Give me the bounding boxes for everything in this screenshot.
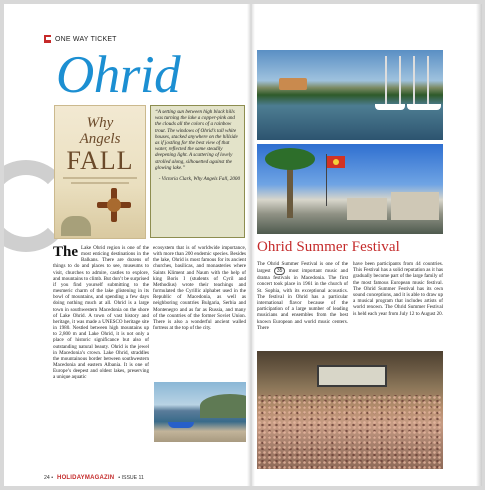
building-shape	[391, 192, 439, 220]
page-footer	[44, 475, 144, 481]
boat-shape	[407, 104, 441, 110]
festival-text-c2: most important music and drama festivals in Macedonia. The first concert took place in 1961 in the church of St. Sophia, with its exceptional acoustics. The festival in Ohrid has a particular international flavor because of the participation of a large number of leading musicians and ensembles from the best known European and world music centers. There	[257, 268, 348, 331]
article-column-a	[53, 245, 149, 380]
crowd-texture	[257, 395, 443, 469]
page-number-badge: 35	[274, 267, 286, 275]
article-text-a: Lake Ohrid region is one of the most enticing destinations in the Balkans. There are dozens of things to do and places to see, museums to visit, churches to admire, castles to explore, and mountains to climb. But don’t be surprised if you find yourself submitting to the mesmeric charm of the lake glistening in its bowl of mountains, and spending a few days doing nothing much at all. Ohrid is a large town in southwestern Macedonia on the shore of Lake Ohrid. A town of vast history and heritage, it was made a UNESCO heritage site in 1980. Nestled between high mountains up to 2,800 m and Lake Ohrid, it is not only a place of historic significance but also of outstanding natural beauty. Ohrid is the jewel in Macedonia’s crown. Lake Ohrid, straddles the mountainous border between southwestern Macedonia and eastern Albania. It is one of Europe’s deepest and oldest lakes, preserving a unique aquatic	[53, 245, 149, 381]
magazine-spread	[4, 4, 482, 486]
section-label: ONE WAY TICKET	[55, 35, 117, 43]
boat-shape	[375, 104, 405, 110]
mast-shape	[399, 56, 401, 104]
mast-shape	[427, 56, 429, 104]
page-gutter	[247, 4, 255, 486]
cross-icon	[97, 188, 131, 222]
church-shape	[279, 78, 307, 90]
book-rule	[63, 177, 137, 179]
quote-text: “A setting sun between high black hills was turning the lake a copper-pink and the clouds all the colors of a rainbow trout. The windows of Ohrid’s tall white houses, stacked anywhere on the hillside as if jostling for the best view of that water, reflected the same steadily deepening light. A scattering of lovely strolled along, silhouetted against the glowing lake.”	[155, 109, 238, 171]
lake-harbor-photo	[257, 50, 443, 140]
mast-shape	[413, 56, 415, 104]
festival-text-d: have been participants from 44 countries. This Festival has a solid reputation as it has gradually become part of the large family of the most famous European music festival. The Ohrid Summer Festival has its own sound conceptions, and it is able to draw up a musical program that includes artists of world renown. The Ohrid Summer Festival is held each year from July 12 to August 20.	[353, 261, 444, 317]
festival-column-d	[353, 261, 443, 317]
macedonian-flag-icon	[327, 156, 345, 168]
book-title-line2: Angels	[79, 131, 121, 147]
lakeshore-photo	[154, 382, 246, 442]
footer-page-number: 24 •	[44, 475, 54, 481]
book-cover-image	[54, 105, 146, 239]
section-mark-icon	[44, 35, 51, 43]
article-text-b: ecosystem that is of worldwide importance, with more than 200 endemic species. Besides the lake, Ohrid is most famous for its ancient churches, basilicas, and monasteries where Saints Kliment and Naum with the help of king Boris I (students of Cyril and Methodius) wrote their teachings and formulated the Cyrillic alphabet used in the Republic of Macedonia, as well as neighboring countries Bulgaria, Serbia and Montenegro and as far as Russia, and many of the countries of the former Soviet Union. There is also a wonderful ancient walled fortress at the top of the city.	[153, 245, 246, 332]
magazine-brand: HOLIDAYMAGAZIN	[57, 475, 115, 481]
book-figure	[61, 216, 91, 236]
article-column-b	[153, 245, 246, 331]
book-title-line3: FALL	[66, 146, 134, 175]
page-edge	[476, 4, 482, 486]
footer-issue: • ISSUE 11	[118, 475, 144, 481]
book-rule	[71, 182, 129, 184]
festival-column-c	[257, 261, 348, 331]
festival-heading: Ohrid Summer Festival	[257, 239, 400, 255]
section-header	[44, 35, 117, 43]
building-shape	[347, 198, 387, 220]
quote-citation: - Victoria Clark, Why Angels Fall, 2000	[158, 176, 240, 183]
mast-shape	[385, 56, 387, 104]
festival-text-c1: The Ohrid Summer Festival is one of the largest	[257, 261, 348, 275]
pull-quote	[150, 105, 245, 238]
town-square-photo	[257, 144, 443, 234]
hill-shape	[200, 394, 246, 418]
concert-crowd-photo	[257, 351, 443, 469]
stage-shape	[317, 365, 387, 387]
page-title: Ohrid	[56, 46, 181, 104]
drop-cap: The	[53, 244, 79, 260]
palm-fronds	[265, 148, 315, 170]
boat-shape	[168, 422, 194, 428]
book-title-line1: Why	[86, 115, 114, 131]
